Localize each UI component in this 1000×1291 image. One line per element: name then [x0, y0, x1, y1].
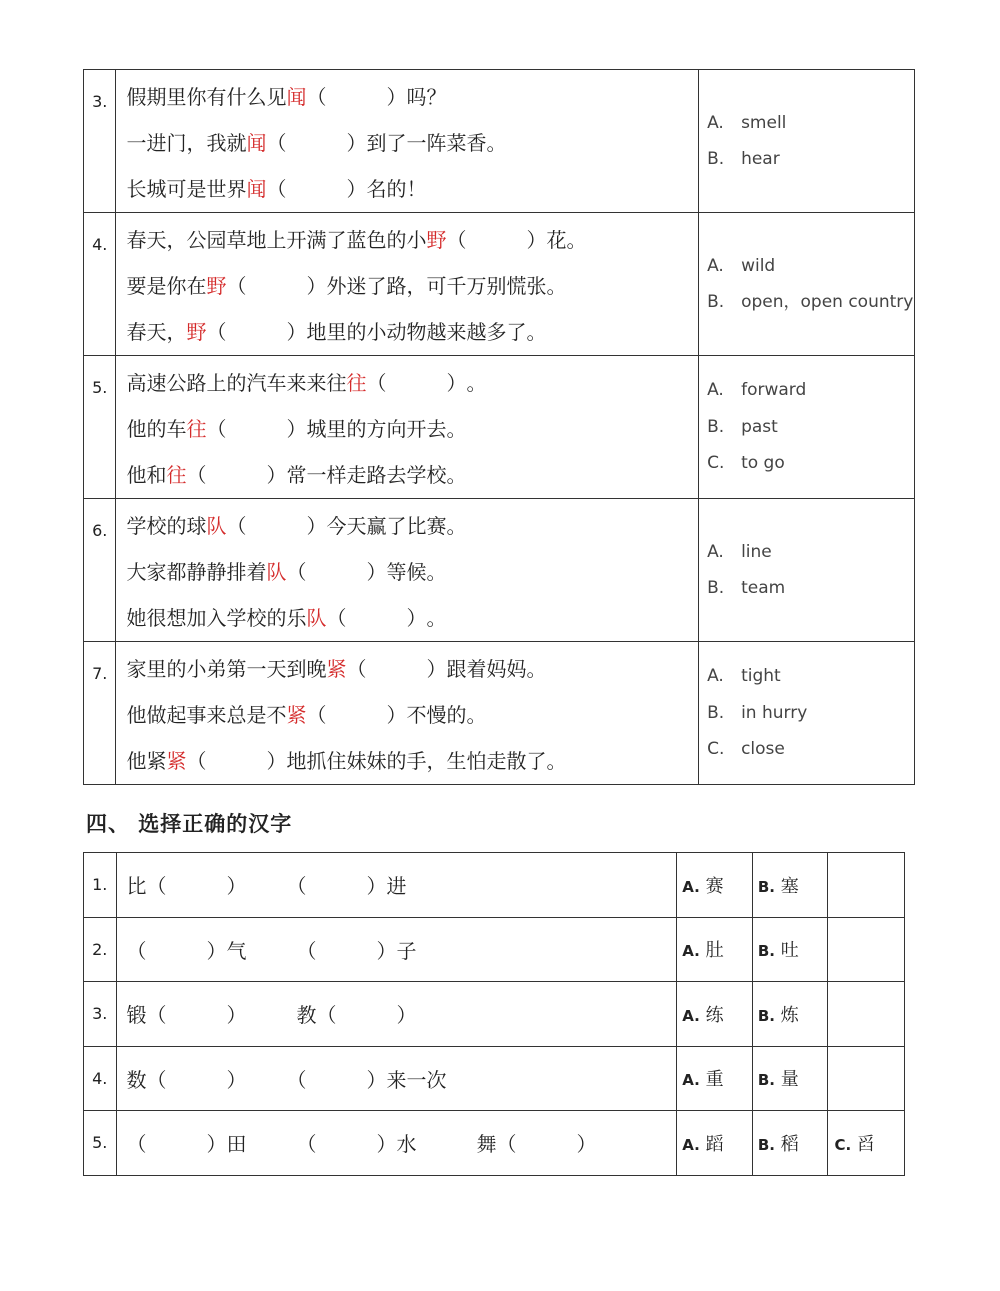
sentence-text: 他紧: [126, 749, 167, 773]
choice-character: 量: [780, 1069, 799, 1091]
option-letter: A.: [707, 666, 724, 687]
sentence-text: 地里的小动物越来越多了。: [306, 320, 547, 344]
answer-blank[interactable]: （ ）: [206, 320, 307, 344]
choice-character: 肚: [705, 940, 724, 962]
highlight-character: 往: [186, 417, 207, 441]
answer-blank[interactable]: （ ）: [306, 703, 407, 727]
question-text: （ ）气 （ ）子: [116, 917, 677, 982]
sentence-text: 。: [426, 606, 447, 630]
sentence-line: [126, 452, 698, 498]
option-letter: A.: [707, 112, 724, 133]
choice-character: 吐: [780, 940, 799, 962]
highlight-character: 队: [306, 606, 327, 630]
choice-cell-a[interactable]: [677, 982, 753, 1047]
question-number: 5.: [84, 356, 116, 499]
options-cell: [699, 499, 915, 642]
question-row: [84, 213, 915, 356]
answer-blank[interactable]: （ ）: [446, 228, 547, 252]
question-number: 6.: [84, 499, 116, 642]
sentence-cell: [116, 70, 699, 213]
sentence-text: 高速公路上的汽车来来往: [126, 371, 347, 395]
choice-cell-c: [828, 1046, 905, 1111]
choice-cell-b[interactable]: [752, 1046, 828, 1111]
option-letter: C.: [707, 739, 725, 760]
sentence-line: [126, 263, 698, 309]
sentence-line: [126, 692, 698, 738]
sentence-text: 他做起事来总是不: [126, 703, 287, 727]
choice-character: 练: [705, 1004, 724, 1026]
choice-letter: C.: [834, 1135, 852, 1154]
choice-cell-c[interactable]: [828, 1111, 905, 1176]
choice-letter: B.: [757, 1135, 776, 1154]
sentence-cell: [116, 642, 699, 785]
choice-letter: B.: [757, 942, 776, 961]
highlight-character: 队: [266, 560, 287, 584]
option-item: [707, 731, 914, 768]
sentence-cell: [116, 356, 699, 499]
sentence-line: [126, 166, 698, 212]
question-row: [84, 982, 905, 1047]
question-number: 5.: [84, 1111, 117, 1176]
choice-letter: B.: [757, 1071, 776, 1090]
highlight-character: 闻: [246, 177, 267, 201]
highlight-character: 野: [426, 228, 447, 252]
answer-blank[interactable]: （ ）: [186, 463, 287, 487]
option-letter: A.: [707, 541, 724, 562]
option-text: forward: [741, 380, 807, 401]
choice-cell-b[interactable]: [752, 917, 828, 982]
answer-blank[interactable]: （ ）: [226, 514, 327, 538]
highlight-character: 野: [186, 320, 207, 344]
sentence-line: [126, 646, 698, 692]
sentence-text: 家里的小弟第一天到晚: [126, 657, 327, 681]
sentence-text: 吗？: [406, 85, 447, 109]
option-letter: B.: [707, 578, 725, 598]
choice-letter: A.: [682, 1006, 700, 1025]
sentence-text: 不慢的。: [406, 703, 487, 727]
sentence-line: [126, 360, 698, 406]
option-item: [707, 570, 914, 607]
sentence-text: 名的！: [366, 177, 427, 201]
choice-cell-c: [828, 853, 905, 918]
option-item: [707, 284, 914, 321]
sentence-text: 等候。: [386, 560, 447, 584]
choice-cell-a[interactable]: [677, 917, 753, 982]
sentence-line: [126, 309, 698, 355]
section-heading: 四、 选择正确的汉字: [86, 812, 293, 836]
character-choice-table: [83, 852, 905, 1176]
sentence-text: 城里的方向开去。: [306, 417, 467, 441]
choice-cell-a[interactable]: [677, 1046, 753, 1111]
sentence-text: 花。: [546, 228, 587, 252]
question-number: 3.: [84, 70, 116, 213]
choice-cell-c: [828, 982, 905, 1047]
sentence-line: [126, 595, 698, 641]
option-text: wild: [741, 255, 776, 276]
option-item: [707, 372, 914, 409]
question-number: 7.: [84, 642, 116, 785]
choice-character: 舀: [856, 1133, 875, 1155]
highlight-character: 野: [206, 274, 227, 298]
choice-letter: A.: [682, 877, 700, 896]
option-text: team: [741, 578, 786, 598]
option-item: [707, 658, 914, 695]
sentence-text: 外迷了路，可千万别慌张。: [326, 274, 567, 298]
highlight-character: 闻: [286, 85, 307, 109]
answer-blank[interactable]: （ ）: [226, 274, 327, 298]
options-cell: [699, 356, 915, 499]
answer-blank[interactable]: （ ）: [266, 131, 367, 155]
option-letter: B.: [707, 702, 725, 723]
choice-cell-c: [828, 917, 905, 982]
answer-blank[interactable]: （ ）: [266, 177, 367, 201]
option-item: [707, 105, 914, 142]
sentence-text: 她很想加入学校的乐: [126, 606, 307, 630]
choice-cell-b[interactable]: [752, 982, 828, 1047]
sentence-text: 春天，公园草地上开满了蓝色的小: [126, 228, 427, 252]
options-cell: [699, 70, 915, 213]
option-item: [707, 409, 914, 446]
choice-character: 重: [705, 1069, 724, 1091]
question-text: 比（ ） （ ）进: [116, 853, 677, 918]
highlight-character: 紧: [326, 657, 347, 681]
choice-letter: A.: [682, 1135, 700, 1154]
option-text: open，open country: [741, 292, 914, 312]
option-text: hear: [741, 149, 780, 169]
answer-blank[interactable]: （ ）: [186, 749, 287, 773]
choice-letter: A.: [682, 942, 700, 961]
option-text: past: [741, 416, 778, 437]
sentence-line: [126, 217, 698, 263]
sentence-text: 长城可是世界: [126, 177, 247, 201]
answer-blank[interactable]: （ ）: [306, 85, 407, 109]
sentence-text: 学校的球: [126, 514, 207, 538]
question-text: 锻（ ） 教（ ）: [116, 982, 677, 1047]
meaning-table: [83, 69, 915, 785]
question-text: （ ）田 （ ）水 舞（ ）: [116, 1111, 677, 1176]
option-item: [707, 141, 914, 178]
choice-cell-a[interactable]: [677, 1111, 753, 1176]
option-item: [707, 445, 914, 482]
question-row: [84, 917, 905, 982]
answer-blank[interactable]: （ ）: [206, 417, 307, 441]
answer-blank[interactable]: （ ）: [286, 560, 387, 584]
choice-character: 塞: [780, 875, 799, 897]
sentence-line: [126, 738, 698, 784]
sentence-line: [126, 120, 698, 166]
question-number: 2.: [84, 917, 117, 982]
sentence-text: 春天，: [126, 320, 187, 344]
highlight-character: 紧: [166, 749, 187, 773]
choice-character: 稻: [780, 1133, 799, 1155]
option-letter: C.: [707, 453, 725, 474]
sentence-text: 常一样走路去学校。: [286, 463, 467, 487]
question-row: [84, 1046, 905, 1111]
option-item: [707, 248, 914, 285]
highlight-character: 往: [166, 463, 187, 487]
sentence-text: 今天赢了比赛。: [326, 514, 467, 538]
choice-cell-a[interactable]: [677, 853, 753, 918]
question-text: 数（ ） （ ）来一次: [116, 1046, 677, 1111]
option-letter: A.: [707, 255, 724, 276]
choice-character: 炼: [780, 1004, 799, 1026]
sentence-line: [126, 74, 698, 120]
choice-letter: B.: [757, 1006, 776, 1025]
sentence-text: 他和: [126, 463, 167, 487]
question-row: [84, 499, 915, 642]
answer-blank[interactable]: （ ）: [366, 371, 467, 395]
choice-cell-b[interactable]: [752, 1111, 828, 1176]
option-text: tight: [741, 666, 781, 687]
choice-letter: A.: [682, 1071, 700, 1090]
option-letter: B.: [707, 416, 725, 437]
answer-blank[interactable]: （ ）: [326, 606, 427, 630]
sentence-cell: [116, 213, 699, 356]
option-text: line: [741, 541, 772, 562]
option-letter: A.: [707, 380, 724, 401]
question-row: [84, 1111, 905, 1176]
sentence-text: 他的车: [126, 417, 187, 441]
options-cell: [699, 213, 915, 356]
sentence-text: 地抓住妹妹的手，生怕走散了。: [286, 749, 567, 773]
option-text: to go: [741, 453, 785, 474]
sentence-text: 要是你在: [126, 274, 207, 298]
option-item: [707, 695, 914, 732]
question-row: [84, 356, 915, 499]
sentence-text: 假期里你有什么见: [126, 85, 287, 109]
option-text: close: [741, 739, 785, 760]
option-letter: B.: [707, 149, 725, 169]
answer-blank[interactable]: （ ）: [346, 657, 447, 681]
option-text: in hurry: [741, 702, 808, 723]
sentence-cell: [116, 499, 699, 642]
question-number: 3.: [84, 982, 117, 1047]
choice-character: 蹈: [705, 1133, 724, 1155]
question-number: 4.: [84, 1046, 117, 1111]
question-row: [84, 642, 915, 785]
question-row: [84, 853, 905, 918]
sentence-text: 。: [466, 371, 487, 395]
sentence-text: 到了一阵菜香。: [366, 131, 507, 155]
sentence-text: 大家都静静排着: [126, 560, 267, 584]
option-letter: B.: [707, 292, 725, 312]
question-number: 4.: [84, 213, 116, 356]
choice-cell-b[interactable]: [752, 853, 828, 918]
option-item: [707, 534, 914, 571]
highlight-character: 闻: [246, 131, 267, 155]
question-row: [84, 70, 915, 213]
sentence-line: [126, 503, 698, 549]
highlight-character: 往: [346, 371, 367, 395]
choice-letter: B.: [757, 877, 776, 896]
question-number: 1.: [84, 853, 117, 918]
sentence-text: 一进门，我就: [126, 131, 247, 155]
sentence-line: [126, 549, 698, 595]
choice-character: 赛: [705, 875, 724, 897]
options-cell: [699, 642, 915, 785]
highlight-character: 队: [206, 514, 227, 538]
option-text: smell: [741, 112, 787, 133]
highlight-character: 紧: [286, 703, 307, 727]
sentence-text: 跟着妈妈。: [446, 657, 547, 681]
sentence-line: [126, 406, 698, 452]
